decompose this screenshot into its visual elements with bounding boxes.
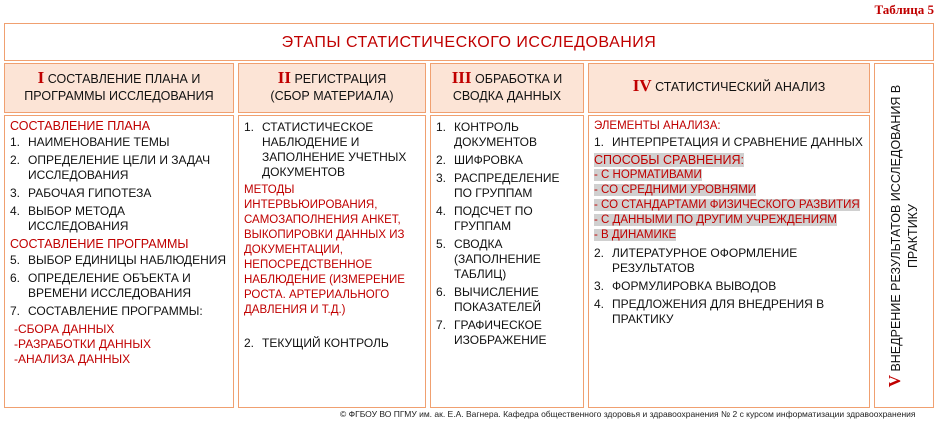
list-item: 1. НАИМЕНОВАНИЕ ТЕМЫ xyxy=(10,135,170,149)
list-item: 7. СОСТАВЛЕНИЕ ПРОГРАММЫ: xyxy=(10,304,203,318)
list-item: 3. РАСПРЕДЕЛЕНИЕ ПО ГРУППАМ xyxy=(436,171,560,200)
stage-2-body xyxy=(238,115,426,408)
sub-item: -РАЗРАБОТКИ ДАННЫХ xyxy=(14,337,151,351)
stage-1-roman: I xyxy=(37,68,45,87)
stage-4-roman: IV xyxy=(632,76,652,95)
stage-1-title-b: ПРОГРАММЫ ИССЛЕДОВАНИЯ xyxy=(24,89,214,103)
stage-1-column xyxy=(4,63,234,408)
stage-5-roman: V xyxy=(885,374,904,387)
stage-1-body xyxy=(4,115,234,408)
stage-3-title-b: СВОДКА ДАННЫХ xyxy=(452,89,562,103)
list-item: 4. ПОДСЧЕТ ПО ГРУППАМ xyxy=(436,204,533,233)
registration-methods: МЕТОДЫ ИНТЕРВЬЮИРОВАНИЯ, САМОЗАПОЛНЕНИЯ АНКЕТ, ВЫКОПИРОВКИ ДАННЫХ ИЗ ДОКУМЕНТАЦИИ, НЕПОСРЕДСТВЕННОЕ НАБЛЮДЕНИЕ (ИЗМЕРЕНИЕ РОСТА. АРТЕРИАЛЬНОГО ДАВЛЕНИЯ И Т.Д.) xyxy=(244,184,405,316)
stage-5-column xyxy=(874,63,934,408)
copyright-footer: © ФГБОУ ВО ПГМУ им. ак. Е.А. Вагнера. Кафедра общественного здоровья и здравоохранения № 2 с курсом информатизации здравоохранения xyxy=(340,409,916,419)
stage-3-column xyxy=(430,63,584,408)
list-item: 6. ВЫЧИСЛЕНИЕ ПОКАЗАТЕЛЕЙ xyxy=(436,285,541,314)
stage-3-body xyxy=(430,115,584,408)
list-item: 7. ГРАФИЧЕСКОЕ ИЗОБРАЖЕНИЕ xyxy=(436,318,547,347)
stage-3-roman: III xyxy=(451,68,472,87)
list-item: 2. ШИФРОВКА xyxy=(436,153,523,167)
analysis-elements-label: ЭЛЕМЕНТЫ АНАЛИЗА: xyxy=(594,120,721,132)
stage-2-column xyxy=(238,63,426,408)
table-number: Таблица 5 xyxy=(874,2,934,17)
comparison-methods-label: СПОСОБЫ СРАВНЕНИЯ: xyxy=(594,153,745,167)
list-item: 2. ТЕКУЩИЙ КОНТРОЛЬ xyxy=(244,336,389,350)
list-item: 2. ОПРЕДЕЛЕНИЕ ЦЕЛИ И ЗАДАЧ ИССЛЕДОВАНИЯ xyxy=(10,153,211,182)
program-section-label: СОСТАВЛЕНИЕ ПРОГРАММЫ xyxy=(10,237,189,251)
stage-2-header xyxy=(238,63,426,113)
sub-item: -СБОРА ДАННЫХ xyxy=(14,322,115,336)
stage-3-header xyxy=(430,63,584,113)
plan-section-label: СОСТАВЛЕНИЕ ПЛАНА xyxy=(10,119,151,133)
stage-5-title: ВНЕДРЕНИЕ РЕЗУЛЬТАТОВ ИССЛЕДОВАНИЯ В ПРАКТИКУ xyxy=(889,84,920,372)
stage-1-title-a: СОСТАВЛЕНИЕ ПЛАНА И xyxy=(47,72,201,86)
comparison-item: - В ДИНАМИКЕ xyxy=(594,229,677,241)
stage-2-roman: II xyxy=(277,68,291,87)
stages-table xyxy=(4,63,934,408)
list-item: 2. ЛИТЕРАТУРНОЕ ОФОРМЛЕНИЕ РЕЗУЛЬТАТОВ xyxy=(594,246,798,275)
list-item: 1. КОНТРОЛЬ ДОКУМЕНТОВ xyxy=(436,120,538,149)
stage-5-header xyxy=(886,71,922,401)
comparison-item: - СО СРЕДНИМИ УРОВНЯМИ xyxy=(594,184,757,196)
stage-2-title-b: (СБОР МАТЕРИАЛА) xyxy=(270,89,394,103)
page-title: ЭТАПЫ СТАТИСТИЧЕСКОГО ИССЛЕДОВАНИЯ xyxy=(4,23,934,61)
comparison-item: - СО СТАНДАРТАМИ ФИЗИЧЕСКОГО РАЗВИТИЯ xyxy=(594,199,860,211)
stage-2-title-a: РЕГИСТРАЦИЯ xyxy=(294,72,387,86)
list-item: 6. ОПРЕДЕЛЕНИЕ ОБЪЕКТА И ВРЕМЕНИ ИССЛЕДОВАНИЯ xyxy=(10,271,192,300)
stage-1-header xyxy=(4,63,234,113)
stage-4-column xyxy=(588,63,870,408)
list-item: 4. ПРЕДЛОЖЕНИЯ ДЛЯ ВНЕДРЕНИЯ В ПРАКТИКУ xyxy=(594,297,825,326)
stage-4-body xyxy=(588,115,870,408)
comparison-item: - С ДАННЫМИ ПО ДРУГИМ УЧРЕЖДЕНИЯМ xyxy=(594,214,837,226)
stage-3-title-a: ОБРАБОТКА И xyxy=(475,72,563,86)
stage-4-title-a: СТАТИСТИЧЕСКИЙ АНАЛИЗ xyxy=(655,80,826,94)
comparison-item: - С НОРМАТИВАМИ xyxy=(594,169,702,181)
list-item: 4. ВЫБОР МЕТОДА ИССЛЕДОВАНИЯ xyxy=(10,204,129,233)
list-item: 1. ИНТЕРПРЕТАЦИЯ И СРАВНЕНИЕ ДАННЫХ xyxy=(594,135,863,149)
list-item: 3. РАБОЧАЯ ГИПОТЕЗА xyxy=(10,186,152,200)
list-item: 5. ВЫБОР ЕДИНИЦЫ НАБЛЮДЕНИЯ xyxy=(10,253,227,267)
sub-item: -АНАЛИЗА ДАННЫХ xyxy=(14,352,131,366)
stage-4-header xyxy=(588,63,870,113)
list-item: 3. ФОРМУЛИРОВКА ВЫВОДОВ xyxy=(594,279,777,293)
list-item: 1. СТАТИСТИЧЕСКОЕ НАБЛЮДЕНИЕ И ЗАПОЛНЕНИЕ УЧЕТНЫХ ДОКУМЕНТОВ xyxy=(244,120,407,179)
list-item: 5. СВОДКА (ЗАПОЛНЕНИЕ ТАБЛИЦ) xyxy=(436,237,541,281)
